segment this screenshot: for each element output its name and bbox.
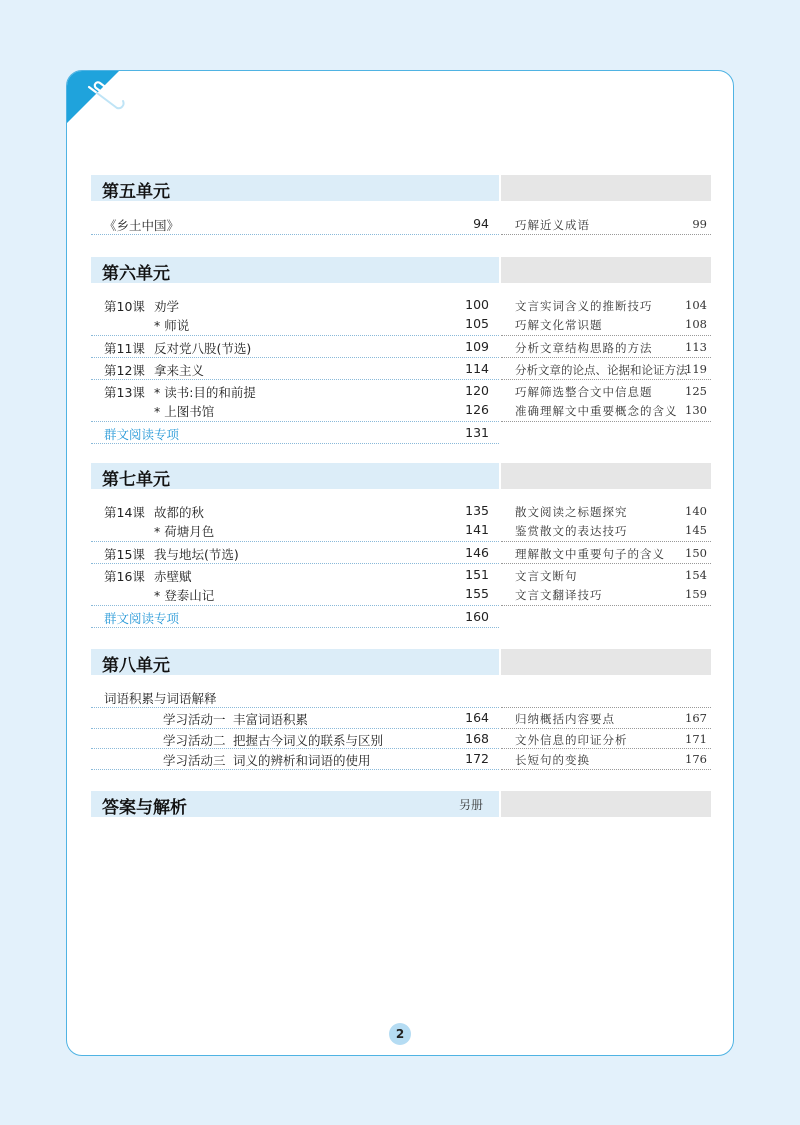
answers-section — [91, 791, 711, 817]
page-ref: 126 — [465, 402, 489, 417]
page-ref: 141 — [465, 522, 489, 537]
skill-title: 巧解文化常识题 — [515, 318, 603, 332]
skill-row[interactable] — [501, 566, 711, 585]
page-ref: 100 — [465, 297, 489, 312]
lesson-number: 第16课 — [104, 569, 145, 584]
skill-title: 散文阅读之标题探究 — [515, 505, 628, 519]
unit-title: 第七单元 — [102, 470, 170, 490]
toc-row[interactable] — [91, 502, 499, 521]
activity-row[interactable] — [91, 750, 499, 769]
page-ref: 109 — [465, 339, 489, 354]
group-reading-row[interactable] — [91, 608, 499, 627]
group-reading-link: 群文阅读专项 — [104, 611, 180, 626]
skill-row[interactable] — [501, 730, 711, 749]
skill-title: 文言文断句 — [515, 569, 578, 583]
lesson-number: 第10课 — [104, 299, 145, 314]
page-ref: 119 — [685, 362, 707, 376]
skill-title: 鉴赏散文的表达技巧 — [515, 524, 628, 538]
skill-title: 文言实词含义的推断技巧 — [515, 299, 653, 313]
page-ref: 113 — [685, 340, 707, 354]
page-ref: 131 — [465, 425, 489, 440]
lesson-title: 赤壁赋 — [154, 569, 192, 584]
page-ref: 168 — [465, 731, 489, 746]
activity-number: 学习活动三 — [163, 753, 226, 768]
skill-row[interactable] — [501, 215, 711, 234]
page-ref: 151 — [465, 567, 489, 582]
paperclip-icon — [83, 81, 127, 117]
lesson-number: 第13课 — [104, 385, 145, 400]
page-ref: 140 — [685, 504, 707, 518]
lesson-title: 拿来主义 — [154, 363, 205, 378]
skill-row[interactable] — [501, 585, 711, 604]
unit-header[interactable] — [91, 175, 711, 201]
page-ref: 160 — [465, 609, 489, 624]
page-ref: 120 — [465, 383, 489, 398]
lesson-title: * 荷塘月色 — [154, 524, 215, 539]
toc-row[interactable] — [91, 566, 499, 585]
unit-title: 第八单元 — [102, 656, 170, 676]
page-ref: 108 — [685, 317, 707, 331]
toc-row[interactable] — [91, 401, 499, 420]
page-ref: 176 — [685, 752, 707, 766]
skill-row[interactable] — [501, 750, 711, 769]
skill-title: 巧解近义成语 — [515, 218, 590, 232]
activity-row[interactable] — [91, 730, 499, 749]
unit-5 — [91, 175, 711, 233]
lesson-title: * 读书:目的和前提 — [154, 385, 256, 400]
skill-row[interactable] — [501, 544, 711, 563]
skill-title: 分析文章的论点、论据和论证方法 — [515, 363, 688, 377]
lesson-number: 第14课 — [104, 505, 145, 520]
page-ref: 154 — [685, 568, 707, 582]
toc-row[interactable] — [91, 521, 499, 540]
unit-title: 第六单元 — [102, 264, 170, 284]
skill-row[interactable] — [501, 315, 711, 334]
toc-row[interactable] — [91, 360, 499, 379]
skill-title: 准确理解文中重要概念的含义 — [515, 404, 678, 418]
page-ref: 146 — [465, 545, 489, 560]
activity-row[interactable] — [91, 709, 499, 728]
lesson-title: * 登泰山记 — [154, 588, 215, 603]
skill-row[interactable] — [501, 360, 711, 379]
skill-row[interactable] — [501, 296, 711, 315]
activity-number: 学习活动二 — [163, 733, 226, 748]
lesson-number: 第15课 — [104, 547, 145, 562]
toc-row[interactable] — [91, 338, 499, 357]
skill-title: 分析文章结构思路的方法 — [515, 341, 653, 355]
activity-title: 词义的辨析和词语的使用 — [233, 753, 371, 768]
skill-title: 文言文翻译技巧 — [515, 588, 603, 602]
skill-title: 文外信息的印证分析 — [515, 733, 628, 747]
group-reading-link: 群文阅读专项 — [104, 427, 180, 442]
lesson-title: 故都的秋 — [154, 505, 205, 520]
skill-title: 巧解筛选整合文中信息题 — [515, 385, 653, 399]
page-ref: 159 — [685, 587, 707, 601]
page-ref: 167 — [685, 711, 707, 725]
page-ref: 130 — [685, 403, 707, 417]
toc-row[interactable] — [91, 296, 499, 315]
answers-page-ref: 另册 — [458, 798, 483, 812]
lesson-title: 《乡土中国》 — [104, 218, 180, 233]
lesson-title: * 师说 — [154, 318, 190, 333]
unit-7 — [91, 463, 711, 626]
page-ref: 104 — [685, 298, 707, 312]
unit-header[interactable] — [91, 257, 711, 283]
unit-6 — [91, 257, 711, 442]
page-ref: 171 — [685, 732, 707, 746]
lesson-title: 反对党八股(节选) — [154, 341, 252, 356]
page-ref: 145 — [685, 523, 707, 537]
unit-8 — [91, 649, 711, 768]
page-card — [66, 70, 734, 1056]
page-ref: 172 — [465, 751, 489, 766]
activity-title: 丰富词语积累 — [233, 712, 309, 727]
toc-row[interactable] — [91, 315, 499, 334]
page-ref: 125 — [685, 384, 707, 398]
page-ref: 99 — [692, 217, 707, 231]
page-ref: 150 — [685, 546, 707, 560]
toc-row[interactable] — [91, 215, 499, 234]
skill-title: 理解散文中重要句子的含义 — [515, 547, 665, 561]
lesson-title: 我与地坛(节选) — [154, 547, 239, 562]
skill-row[interactable] — [501, 382, 711, 401]
activity-title: 把握古今词义的联系与区别 — [233, 733, 384, 748]
answers-title: 答案与解析 — [102, 798, 187, 818]
skill-row[interactable] — [501, 401, 711, 420]
lesson-title: * 上图书馆 — [154, 404, 215, 419]
page-ref: 135 — [465, 503, 489, 518]
page-ref: 105 — [465, 316, 489, 331]
activity-number: 学习活动一 — [163, 712, 226, 727]
toc-row[interactable] — [91, 382, 499, 401]
unit-title: 第五单元 — [102, 182, 170, 202]
skill-title: 归纳概括内容要点 — [515, 712, 615, 726]
page-number: 2 — [389, 1023, 411, 1045]
toc-row[interactable] — [91, 544, 499, 563]
skill-row[interactable] — [501, 502, 711, 521]
unit-header[interactable] — [91, 463, 711, 489]
page-ref: 114 — [465, 361, 489, 376]
skill-title: 长短句的变换 — [515, 753, 590, 767]
lesson-number: 第12课 — [104, 363, 145, 378]
skill-row[interactable] — [501, 709, 711, 728]
unit-header[interactable] — [91, 649, 711, 675]
skill-row[interactable] — [501, 521, 711, 540]
answers-header[interactable] — [91, 791, 711, 817]
unit-subtitle: 词语积累与词语解释 — [104, 691, 217, 706]
lesson-title: 劝学 — [154, 299, 180, 314]
page-ref: 94 — [473, 216, 489, 231]
toc-row[interactable] — [91, 585, 499, 604]
group-reading-row[interactable] — [91, 424, 499, 443]
page-ref: 164 — [465, 710, 489, 725]
skill-row[interactable] — [501, 338, 711, 357]
page-ref: 155 — [465, 586, 489, 601]
lesson-number: 第11课 — [104, 341, 145, 356]
